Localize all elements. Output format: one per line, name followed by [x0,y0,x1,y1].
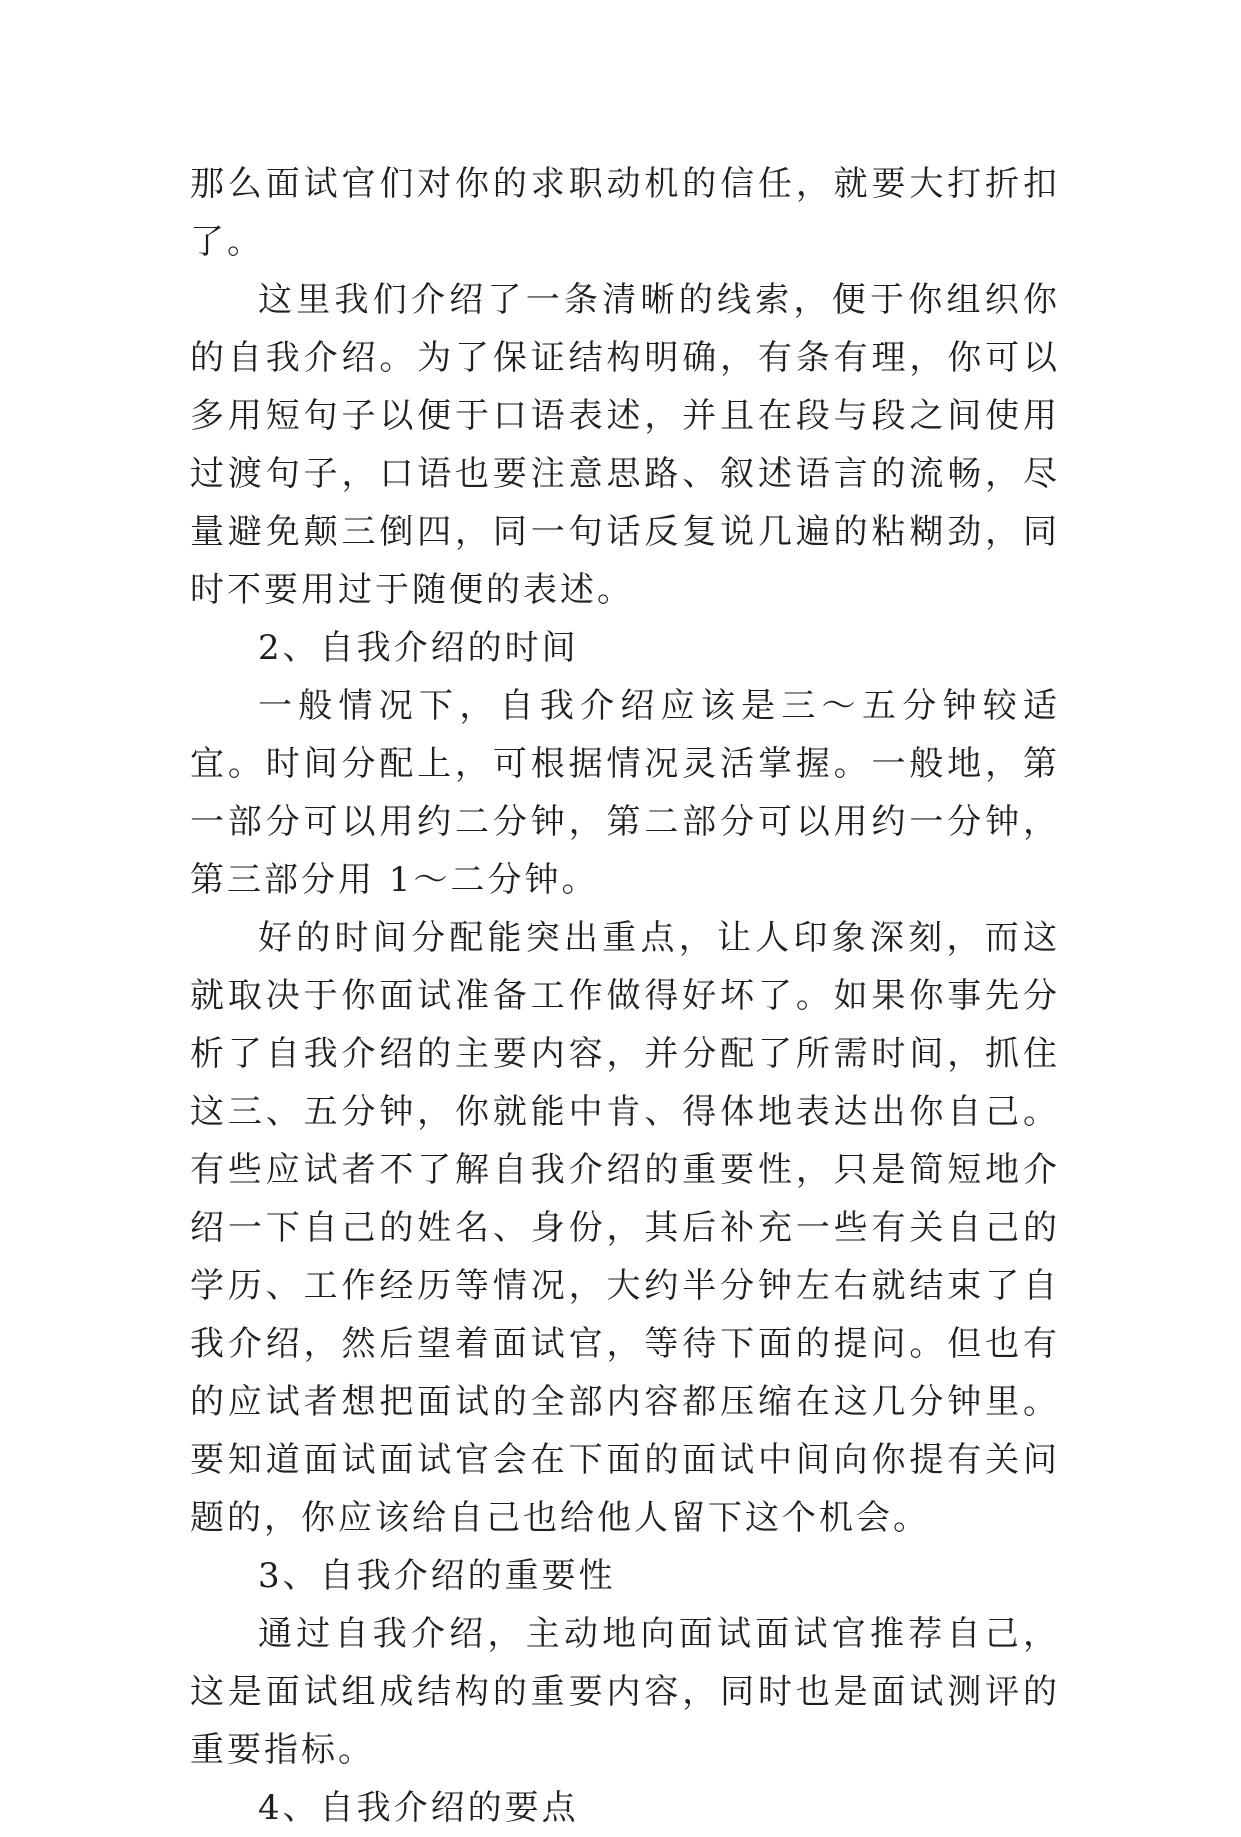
heading-intro-importance: 3、自我介绍的重要性 [258,1556,616,1596]
paragraph-clear-clue: 这里我们介绍了一条清晰的线索，便于你组织你的自我介绍。为了保证结构明确，有条有理，你可以多用短句子以便于口语表述，并且在段与段之间使用过渡句子，口语也要注意思路、叙述语言的流畅，尽量避免颠三倒四，同一句话反复说几遍的粘糊劲，同时不要用过于随便的表述。 [190,280,1060,610]
heading-intro-key-points: 4、自我介绍的要点 [258,1788,579,1828]
paragraph-importance: 通过自我介绍，主动地向面试面试官推荐自己，这是面试组成结构的重要内容，同时也是面试测评的重要指标。 [190,1614,1060,1770]
paragraph-time-allocation: 一般情况下，自我介绍应该是三～五分钟较适宜。时间分配上，可根据情况灵活掌握。一般地，第一部分可以用约二分钟，第二部分可以用约一分钟，第三部分用 1～二分钟。 [190,686,1060,900]
document-body [190,155,1060,1837]
paragraph-good-time-allocation: 好的时间分配能突出重点，让人印象深刻，而这就取决于你面试准备工作做得好坏了。如果你事先分析了自我介绍的主要内容，并分配了所需时间，抓住这三、五分钟，你就能中肯、得体地表达出你自己。有些应试者不了解自我介绍的重要性，只是简短地介绍一下自己的姓名、身份，其后补充一些有关自己的学历、工作经历等情况，大约半分钟左右就结束了自我介绍，然后望着面试官，等待下面的提问。但也有的应试者想把面试的全部内容都压缩在这几分钟里。要知道面试面试官会在下面的面试中间向你提有关问题的，你应该给自己也给他人留下这个机会。 [190,918,1060,1538]
paragraph-motivation-trust: 那么面试官们对你的求职动机的信任，就要大打折扣了。 [190,164,1060,262]
heading-intro-time: 2、自我介绍的时间 [258,628,579,668]
